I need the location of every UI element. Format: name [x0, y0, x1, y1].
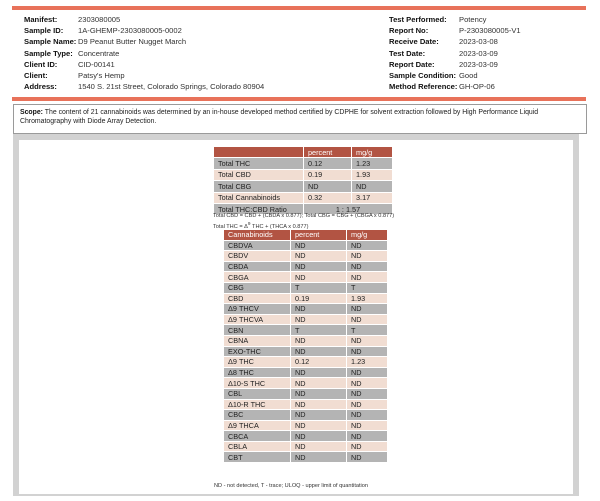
- field-method-reference: Method Reference: GH-OP-06: [389, 82, 495, 92]
- table-row: CBNA ND ND: [224, 335, 388, 346]
- summary-row: Total Cannabinoids 0.32 3.17: [214, 192, 393, 203]
- formula-line-1: Total CBD = CBD + (CBDA x 0.877); Total CBG = CBG + (CBGA x 0.877): [213, 213, 395, 219]
- test-info-right: [389, 14, 521, 92]
- table-row: CBT ND ND: [224, 452, 388, 463]
- table-row: Δ9 THCV ND ND: [224, 304, 388, 315]
- table-row: CBDVA ND ND: [224, 240, 388, 251]
- field-sample-id: Sample ID: 1A-GHEMP-2303080005-0002: [24, 26, 182, 36]
- table-row: Δ10-S THC ND ND: [224, 378, 388, 389]
- table-row: CBDV ND ND: [224, 251, 388, 262]
- scope-text: The content of 21 cannabinoids was determined by an in-house developed method certified by CDPHE for solvent extraction followed by High Performance Liquid Chromatography with Diode Array Detection.: [20, 109, 539, 125]
- table-row: Δ10-R THC ND ND: [224, 399, 388, 410]
- table-row: Δ8 THC ND ND: [224, 367, 388, 378]
- summary-header-blank: [214, 147, 304, 158]
- field-client: Client: Patsy's Hemp: [24, 71, 125, 81]
- field-sample-type: Sample Type: Concentrate: [24, 48, 120, 58]
- field-address: Address: 1540 S. 21st Street, Colorado Springs, Colorado 80904: [24, 82, 265, 92]
- results-frame-bottom: [13, 494, 579, 496]
- summary-row: Total CBD 0.19 1.93: [214, 169, 393, 180]
- table-row: CBLA ND ND: [224, 441, 388, 452]
- table-row: Δ9 THCVA ND ND: [224, 314, 388, 325]
- table-row: CBDA ND ND: [224, 261, 388, 272]
- cannabinoids-header-mgg: mg/g: [347, 230, 388, 241]
- summary-row: Total CBG ND ND: [214, 181, 393, 192]
- summary-row: Total THC 0.12 1.23: [214, 158, 393, 169]
- field-manifest: Manifest: 2303080005: [24, 15, 121, 24]
- field-test-date: Test Date: 2023-03-09: [389, 48, 498, 58]
- cannabinoids-header-percent: percent: [291, 230, 347, 241]
- field-report-no: Report No: P-2303080005-V1: [389, 26, 521, 36]
- field-client-id: Client ID: CID-00141: [24, 59, 115, 69]
- table-row: CBGA ND ND: [224, 272, 388, 283]
- table-row: CBCA ND ND: [224, 431, 388, 442]
- table-row: EXO-THC ND ND: [224, 346, 388, 357]
- ratio-label: Total THC:CBD Ratio: [214, 203, 304, 214]
- scope-label: Scope:: [20, 109, 43, 116]
- summary-header-percent: percent: [304, 147, 352, 158]
- field-sample-condition: Sample Condition: Good: [389, 71, 478, 81]
- formula-line-2: Total THC = $\Delta^9$ THC + (THCA x 0.877): [213, 221, 309, 230]
- summary-table: [213, 146, 393, 215]
- table-row: Δ9 THCA ND ND: [224, 420, 388, 431]
- cannabinoids-table: [223, 229, 388, 463]
- cannabinoids-header-name: Cannabinoids: [224, 230, 291, 241]
- mid-accent-rule: [12, 97, 586, 101]
- top-accent-rule: [12, 6, 586, 10]
- cannabinoids-header-row: [224, 230, 388, 241]
- field-report-date: Report Date: 2023-03-09: [389, 59, 498, 69]
- legend-note: ND - not detected, T - trace; ULOQ - upper limit of quantitation: [214, 483, 369, 489]
- field-sample-name: Sample Name: D9 Peanut Butter Nugget March: [24, 37, 187, 47]
- table-row: CBL ND ND: [224, 388, 388, 399]
- table-row: CBD 0.19 1.93: [224, 293, 388, 304]
- scope-box: [13, 104, 587, 134]
- ratio-value: 1 : 1.57: [304, 203, 393, 214]
- table-row: CBG T T: [224, 282, 388, 293]
- field-receive-date: Receive Date: 2023-03-08: [389, 37, 498, 47]
- table-row: Δ9 THC 0.12 1.23: [224, 357, 388, 368]
- sample-info-left: [24, 14, 264, 92]
- table-row: CBN T T: [224, 325, 388, 336]
- table-row: CBC ND ND: [224, 410, 388, 421]
- summary-header-mgg: mg/g: [352, 147, 393, 158]
- summary-header-row: [214, 147, 393, 158]
- field-test-performed: Test Performed: Potency: [389, 15, 487, 24]
